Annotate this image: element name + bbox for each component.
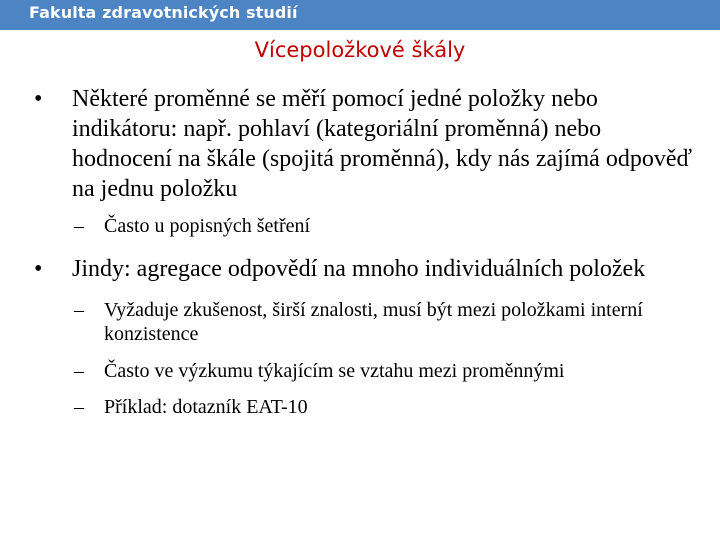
dash-icon: – [74,299,84,321]
dash-icon: – [74,360,84,382]
sub-bullet-text: Často ve výzkumu týkajícím se vztahu mezi proměnnými [104,360,565,382]
sub-bullet-item [34,214,694,238]
sub-bullet-text: Vyžaduje zkušenost, širší znalosti, musí být mezi položkami interní konzistence [104,299,643,345]
faculty-name: Fakulta zdravotnických studií [29,3,298,22]
dash-icon: – [74,396,84,418]
sub-bullet-item [34,359,694,383]
slide-title: Vícepoložkové škály [254,38,466,62]
bullet-text: Jindy: agregace odpovědí na mnoho individuálních položek [72,256,646,282]
bullet-text: Některé proměnné se měří pomocí jedné položky nebo indikátoru: např. pohlaví (kategoriální proměnná) nebo hodnocení na škále (spojitá proměnná), kdy nás zajímá odpověď na jednu položku [72,86,693,202]
header-bar [0,0,720,30]
sub-bullet-text: Příklad: dotazník EAT-10 [104,396,308,418]
dash-icon: – [74,215,84,237]
slide-content [34,84,694,419]
sub-bullet-text: Často u popisných šetření [104,215,311,237]
bullet-item [34,84,694,204]
bullet-icon: • [34,256,43,282]
sub-bullet-item [34,395,694,419]
bullet-item [34,254,694,284]
sub-bullet-item [34,298,694,346]
bullet-icon: • [34,86,43,112]
